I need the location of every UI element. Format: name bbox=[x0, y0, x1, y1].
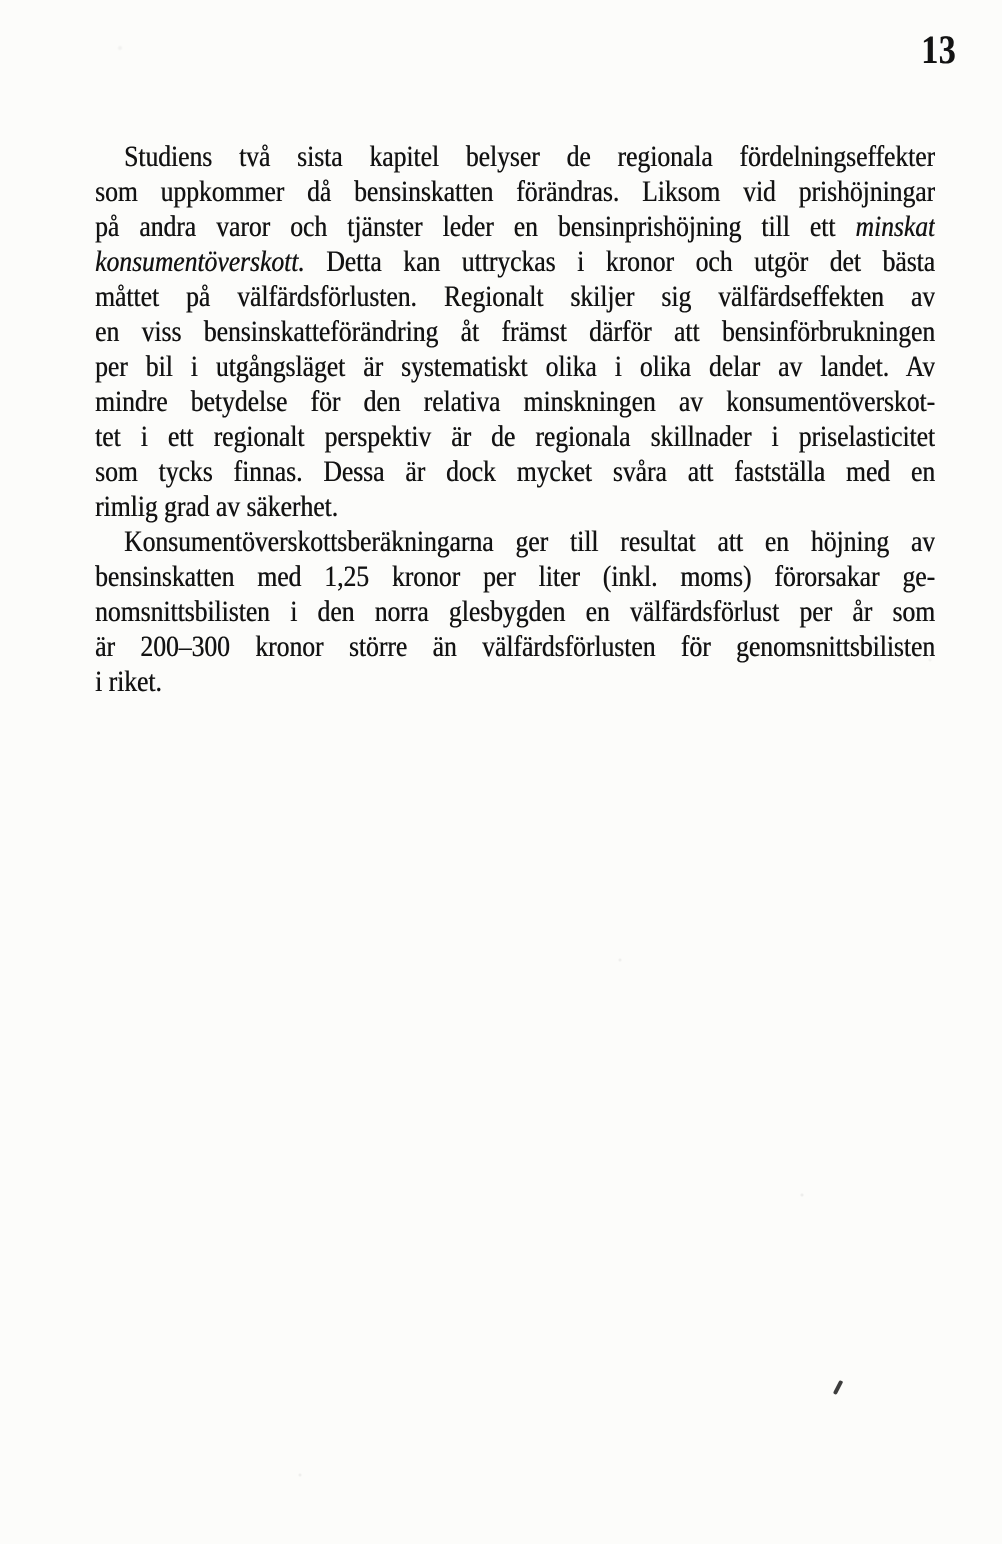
text-line bbox=[95, 454, 935, 489]
italic-text-run: konsumentöverskott. bbox=[95, 245, 305, 278]
text-line bbox=[95, 314, 935, 349]
page-number: 13 bbox=[921, 27, 956, 72]
text-line bbox=[95, 629, 935, 664]
text-line bbox=[95, 244, 935, 279]
text-run: tet i ett regionalt perspektiv är de regionala skillnader i priselasticitet bbox=[95, 420, 936, 453]
text-run: rimlig grad av säkerhet. bbox=[95, 490, 338, 523]
text-line bbox=[95, 594, 935, 629]
text-block bbox=[95, 139, 935, 699]
text-run: nomsnittsbilisten i den norra glesbygden en välfärdsförlust per år som bbox=[95, 595, 936, 628]
text-run: en viss bensinskatteförändring åt främst därför att bensinförbrukningen bbox=[95, 315, 936, 348]
text-line bbox=[95, 489, 935, 524]
text-run: Detta kan uttryckas i kronor och utgör det bästa bbox=[304, 245, 936, 278]
text-run: mindre betydelse för den relativa minskningen av konsumentöverskot- bbox=[95, 385, 936, 418]
text-run: är 200–300 kronor större än välfärdsförlusten för genomsnittsbilisten bbox=[95, 630, 936, 663]
stray-ink-mark bbox=[833, 1380, 843, 1395]
text-line bbox=[95, 174, 935, 209]
text-run: i riket. bbox=[95, 665, 162, 698]
text-run: bensinskatten med 1,25 kronor per liter (inkl. moms) förorsakar ge- bbox=[95, 560, 936, 593]
text-run: Konsumentöverskottsberäkningarna ger till resultat att en höjning av bbox=[123, 525, 936, 558]
text-run: som tycks finnas. Dessa är dock mycket svåra att fastställa med en bbox=[95, 455, 936, 488]
text-line bbox=[95, 559, 935, 594]
text-line bbox=[95, 279, 935, 314]
text-run: måttet på välfärdsförlusten. Regionalt skiljer sig välfärdseffekten av bbox=[95, 280, 936, 313]
paragraph bbox=[95, 524, 935, 699]
text-run: Studiens två sista kapitel belyser de regionala fördelningseffekter bbox=[123, 140, 936, 173]
text-line bbox=[95, 139, 935, 174]
text-run: på andra varor och tjänster leder en bensinprishöjning till ett bbox=[95, 210, 856, 243]
text-run: per bil i utgångsläget är systematiskt olika i olika delar av landet. Av bbox=[95, 350, 936, 383]
text-line bbox=[95, 419, 935, 454]
italic-text-run: minskat bbox=[855, 210, 936, 243]
text-line bbox=[95, 384, 935, 419]
text-line bbox=[95, 664, 935, 699]
paragraph bbox=[95, 139, 935, 524]
text-run: som uppkommer då bensinskatten förändras. Liksom vid prishöjningar bbox=[95, 175, 936, 208]
text-line bbox=[95, 209, 935, 244]
text-line bbox=[95, 524, 935, 559]
text-line bbox=[95, 349, 935, 384]
